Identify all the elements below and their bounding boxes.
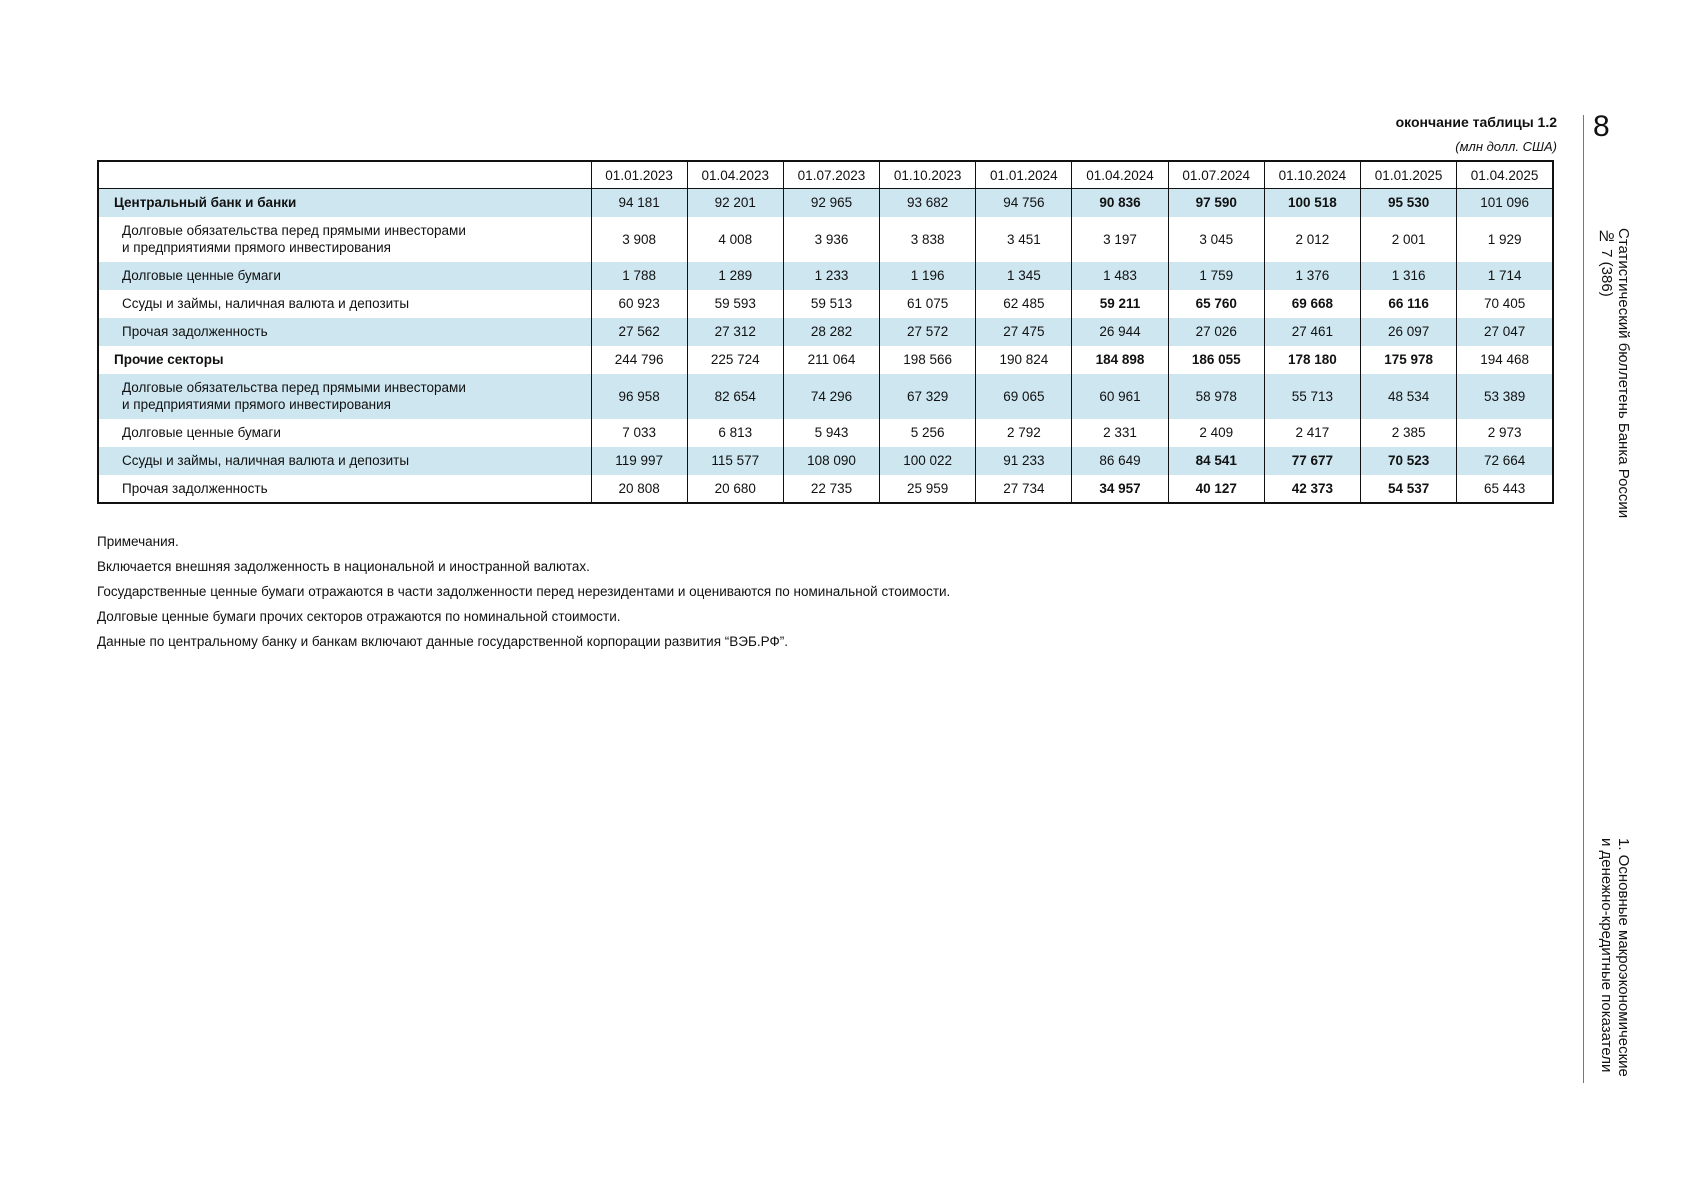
table-row (98, 374, 1553, 419)
table-cell: 65 760 (1168, 290, 1264, 318)
row-label: Центральный банк и банки (98, 189, 591, 217)
table-cell: 3 908 (591, 217, 687, 262)
table-cell: 69 065 (976, 374, 1072, 419)
table-cell: 190 824 (976, 346, 1072, 374)
table-cell: 194 468 (1457, 346, 1553, 374)
row-label: Долговые ценные бумаги (98, 262, 591, 290)
table-cell: 27 475 (976, 318, 1072, 346)
table-cell: 94 756 (976, 189, 1072, 217)
table-cell: 1 376 (1264, 262, 1360, 290)
table-cell: 3 045 (1168, 217, 1264, 262)
table-cell: 184 898 (1072, 346, 1168, 374)
table-cell: 198 566 (880, 346, 976, 374)
table-cell: 97 590 (1168, 189, 1264, 217)
column-header: 01.04.2024 (1072, 161, 1168, 189)
table-cell: 100 518 (1264, 189, 1360, 217)
table-cell: 27 461 (1264, 318, 1360, 346)
table-cell: 62 485 (976, 290, 1072, 318)
table-row (98, 346, 1553, 374)
table-cell: 20 680 (687, 475, 783, 503)
table-cell: 94 181 (591, 189, 687, 217)
table-cell: 1 714 (1457, 262, 1553, 290)
table-cell: 60 961 (1072, 374, 1168, 419)
row-label: Прочая задолженность (122, 480, 268, 496)
row-label (98, 374, 591, 419)
table-cell: 54 537 (1361, 475, 1457, 503)
note-item: Государственные ценные бумаги отражаются в части задолженности перед нерезидентами и оцениваются по номинальной стоимости. (97, 584, 951, 599)
table-cell: 7 033 (591, 419, 687, 447)
table-cell: 93 682 (880, 189, 976, 217)
table-cell: 2 012 (1264, 217, 1360, 262)
table-row (98, 217, 1553, 262)
table-cell: 25 959 (880, 475, 976, 503)
section-title-line: и денежно-кредитные показатели (1598, 838, 1615, 1073)
column-header: 01.04.2023 (687, 161, 783, 189)
column-header: 01.01.2024 (976, 161, 1072, 189)
table-cell: 2 331 (1072, 419, 1168, 447)
table-cell: 59 593 (687, 290, 783, 318)
table-cell: 211 064 (783, 346, 879, 374)
table-cell: 178 180 (1264, 346, 1360, 374)
table-cell: 1 316 (1361, 262, 1457, 290)
table-cell: 28 282 (783, 318, 879, 346)
section-title-line: 1. Основные макроэкономические (1615, 838, 1632, 1077)
table-cell: 1 788 (591, 262, 687, 290)
table-row (98, 262, 1553, 290)
table-cell: 20 808 (591, 475, 687, 503)
bulletin-title (1598, 228, 1632, 518)
table-cell: 2 973 (1457, 419, 1553, 447)
table-cell: 5 256 (880, 419, 976, 447)
table-cell: 90 836 (1072, 189, 1168, 217)
table-cell: 91 233 (976, 447, 1072, 475)
table-cell: 82 654 (687, 374, 783, 419)
table-cell: 115 577 (687, 447, 783, 475)
table-row (98, 290, 1553, 318)
table-cell: 92 201 (687, 189, 783, 217)
table-cell: 6 813 (687, 419, 783, 447)
table-caption-title: окончание таблицы 1.2 (1395, 114, 1557, 130)
column-header: 01.01.2023 (591, 161, 687, 189)
table-cell: 77 677 (1264, 447, 1360, 475)
table-cell: 108 090 (783, 447, 879, 475)
row-label (98, 217, 591, 262)
table-cell: 59 513 (783, 290, 879, 318)
column-header: 01.10.2023 (880, 161, 976, 189)
page-number: 8 (1593, 110, 1610, 143)
row-label-line: и предприятиями прямого инвестирования (122, 240, 391, 255)
table-cell: 65 443 (1457, 475, 1553, 503)
bulletin-title-line: Статистический бюллетень Банка России (1615, 228, 1632, 519)
notes-block (97, 534, 950, 659)
table-caption-units: (млн долл. США) (1455, 139, 1557, 154)
table-cell: 1 483 (1072, 262, 1168, 290)
external-debt-table (97, 160, 1554, 504)
column-header: 01.10.2024 (1264, 161, 1360, 189)
table-cell: 69 668 (1264, 290, 1360, 318)
table-cell: 1 345 (976, 262, 1072, 290)
table-cell: 3 936 (783, 217, 879, 262)
header-label-cell (98, 161, 591, 189)
table-cell: 27 562 (591, 318, 687, 346)
table-cell: 84 541 (1168, 447, 1264, 475)
notes-heading: Примечания. (97, 534, 179, 549)
table-cell: 58 978 (1168, 374, 1264, 419)
table-cell: 2 001 (1361, 217, 1457, 262)
table-cell: 175 978 (1361, 346, 1457, 374)
table-row (98, 475, 1553, 503)
table-cell: 70 405 (1457, 290, 1553, 318)
table-cell: 27 047 (1457, 318, 1553, 346)
table-cell: 67 329 (880, 374, 976, 419)
table-cell: 101 096 (1457, 189, 1553, 217)
table-cell: 72 664 (1457, 447, 1553, 475)
column-header: 01.04.2025 (1457, 161, 1553, 189)
table-cell: 27 026 (1168, 318, 1264, 346)
row-label: Долговые ценные бумаги (122, 425, 281, 440)
table-cell: 74 296 (783, 374, 879, 419)
row-label-line: Долговые обязательства перед прямыми инвесторами (122, 223, 466, 238)
column-header: 01.07.2023 (783, 161, 879, 189)
table-cell: 2 409 (1168, 419, 1264, 447)
table-cell: 53 389 (1457, 374, 1553, 419)
table-cell: 27 312 (687, 318, 783, 346)
table-cell: 3 451 (976, 217, 1072, 262)
note-item: Данные по центральному банку и банкам включают данные государственной корпорации развития “ВЭБ.РФ”. (97, 634, 788, 649)
table-cell: 2 792 (976, 419, 1072, 447)
table-cell: 70 523 (1361, 447, 1457, 475)
table-row (98, 447, 1553, 475)
table-cell: 92 965 (783, 189, 879, 217)
table-cell: 186 055 (1168, 346, 1264, 374)
row-label: Прочая задолженность (98, 318, 591, 346)
table-cell: 1 759 (1168, 262, 1264, 290)
column-header: 01.07.2024 (1168, 161, 1264, 189)
table-cell: 3 838 (880, 217, 976, 262)
table-row (98, 189, 1553, 217)
table-cell: 2 417 (1264, 419, 1360, 447)
table-cell: 244 796 (591, 346, 687, 374)
table-cell: 100 022 (880, 447, 976, 475)
table-cell: 60 923 (591, 290, 687, 318)
table-cell: 95 530 (1361, 189, 1457, 217)
table-cell: 59 211 (1072, 290, 1168, 318)
table-cell: 5 943 (783, 419, 879, 447)
table-cell: 22 735 (783, 475, 879, 503)
table-cell: 1 196 (880, 262, 976, 290)
table-cell: 1 929 (1457, 217, 1553, 262)
sidebar-divider (1583, 115, 1584, 1083)
table-header-row (98, 161, 1553, 189)
note-item: Долговые ценные бумаги прочих секторов отражаются по номинальной стоимости. (97, 609, 621, 624)
table-cell: 27 734 (976, 475, 1072, 503)
table-cell: 26 944 (1072, 318, 1168, 346)
row-label: Прочие секторы (114, 352, 224, 367)
column-header: 01.01.2025 (1361, 161, 1457, 189)
table-cell: 4 008 (687, 217, 783, 262)
section-title (1598, 838, 1632, 1077)
table-cell: 1 233 (783, 262, 879, 290)
row-label-line: и предприятиями прямого инвестирования (122, 397, 391, 412)
table-cell: 27 572 (880, 318, 976, 346)
table-cell: 26 097 (1361, 318, 1457, 346)
row-label: Ссуды и займы, наличная валюта и депозиты (98, 447, 591, 475)
table-cell: 3 197 (1072, 217, 1168, 262)
table-row (98, 318, 1553, 346)
table-cell: 119 997 (591, 447, 687, 475)
table-cell: 96 958 (591, 374, 687, 419)
table-cell: 48 534 (1361, 374, 1457, 419)
table-cell: 66 116 (1361, 290, 1457, 318)
table-cell: 40 127 (1168, 475, 1264, 503)
note-item: Включается внешняя задолженность в национальной и иностранной валютах. (97, 559, 590, 574)
table-cell: 1 289 (687, 262, 783, 290)
row-label-line: Долговые обязательства перед прямыми инвесторами (122, 380, 466, 395)
table-cell: 86 649 (1072, 447, 1168, 475)
bulletin-issue-line: № 7 (386) (1598, 228, 1615, 297)
table-cell: 225 724 (687, 346, 783, 374)
table-cell: 55 713 (1264, 374, 1360, 419)
table-cell: 42 373 (1264, 475, 1360, 503)
row-label: Ссуды и займы, наличная валюта и депозиты (122, 296, 410, 311)
table-cell: 61 075 (880, 290, 976, 318)
table-row (98, 419, 1553, 447)
table-cell: 34 957 (1072, 475, 1168, 503)
table-cell: 2 385 (1361, 419, 1457, 447)
